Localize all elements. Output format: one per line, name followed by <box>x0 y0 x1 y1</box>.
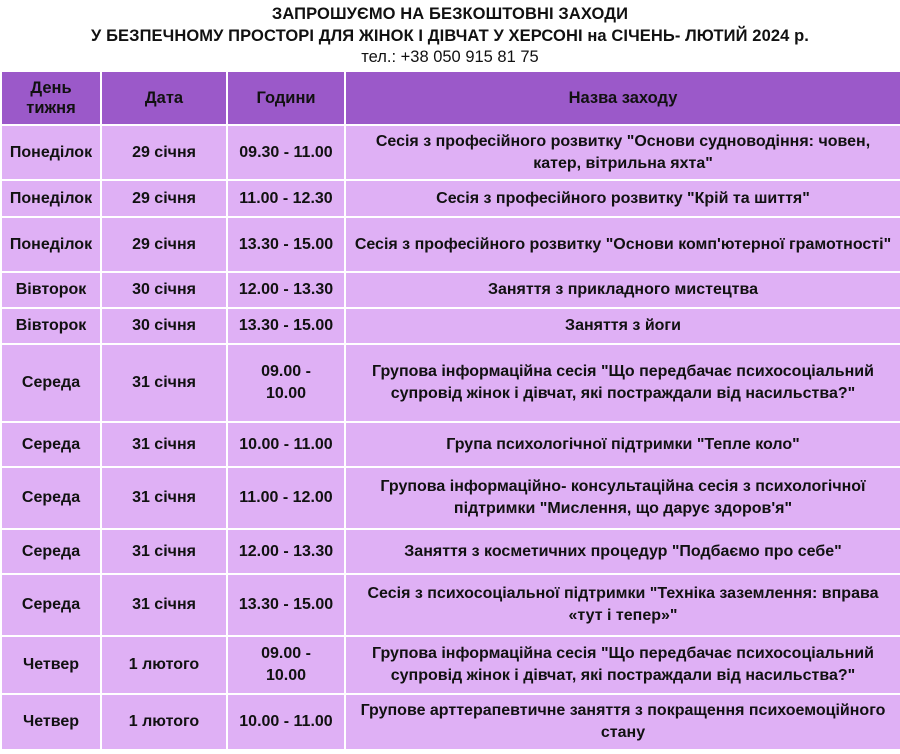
table-row <box>1 308 900 344</box>
cell-date: 30 січня <box>101 308 227 344</box>
cell-title: Заняття з косметичних процедур "Подбаємо про себе" <box>345 529 900 574</box>
table-row <box>1 217 900 272</box>
cell-title: Групове арттерапевтичне заняття з покращення психоемоційного стану <box>345 694 900 750</box>
cell-date: 31 січня <box>101 467 227 529</box>
cell-date: 31 січня <box>101 344 227 422</box>
cell-date: 29 січня <box>101 217 227 272</box>
cell-time: 12.00 - 13.30 <box>227 529 345 574</box>
cell-day: Середа <box>1 422 101 467</box>
table-row <box>1 636 900 694</box>
header-subtitle: У БЕЗПЕЧНОМУ ПРОСТОРІ ДЛЯ ЖІНОК І ДІВЧАТ У ХЕРСОНІ на СІЧЕНЬ- ЛЮТИЙ 2024 р. <box>91 27 809 45</box>
table-row <box>1 422 900 467</box>
cell-date: 1 лютого <box>101 636 227 694</box>
cell-date: 31 січня <box>101 574 227 636</box>
cell-title: Група психологічної підтримки "Тепле коло" <box>345 422 900 467</box>
cell-day: Вівторок <box>1 308 101 344</box>
table-row <box>1 694 900 750</box>
cell-day: Четвер <box>1 694 101 750</box>
cell-day: Понеділок <box>1 180 101 217</box>
cell-time: 10.00 - 11.00 <box>227 694 345 750</box>
cell-title: Сесія з професійного розвитку "Крій та шиття" <box>345 180 900 217</box>
cell-time: 10.00 - 11.00 <box>227 422 345 467</box>
cell-title: Заняття з йоги <box>345 308 900 344</box>
cell-title: Заняття з прикладного мистецтва <box>345 272 900 308</box>
cell-day: Середа <box>1 467 101 529</box>
schedule-table <box>0 70 900 751</box>
cell-day: Четвер <box>1 636 101 694</box>
page-header <box>0 0 900 70</box>
cell-day: Середа <box>1 344 101 422</box>
cell-time: 09.30 - 11.00 <box>227 125 345 180</box>
cell-day: Вівторок <box>1 272 101 308</box>
cell-time: 11.00 - 12.00 <box>227 467 345 529</box>
cell-title: Сесія з професійного розвитку "Основи комп'ютерної грамотності" <box>345 217 900 272</box>
cell-time: 09.00 - 10.00 <box>227 344 345 422</box>
cell-date: 1 лютого <box>101 694 227 750</box>
cell-title: Сесія з професійного розвитку "Основи судноводіння: човен, катер, вітрильна яхта" <box>345 125 900 180</box>
cell-day: Понеділок <box>1 217 101 272</box>
cell-date: 30 січня <box>101 272 227 308</box>
cell-title: Групова інформаційно- консультаційна сесія з психологічної підтримки "Мислення, що дарує здоров'я" <box>345 467 900 529</box>
table-row <box>1 344 900 422</box>
table-row <box>1 272 900 308</box>
column-header-date: Дата <box>101 71 227 125</box>
cell-time: 11.00 - 12.30 <box>227 180 345 217</box>
table-row <box>1 529 900 574</box>
cell-date: 29 січня <box>101 125 227 180</box>
cell-time: 13.30 - 15.00 <box>227 308 345 344</box>
cell-date: 29 січня <box>101 180 227 217</box>
header-phone: тел.: +38 050 915 81 75 <box>361 48 539 66</box>
table-row <box>1 574 900 636</box>
table-row <box>1 180 900 217</box>
cell-date: 31 січня <box>101 422 227 467</box>
cell-day: Понеділок <box>1 125 101 180</box>
column-header-time: Години <box>227 71 345 125</box>
cell-day: Середа <box>1 529 101 574</box>
table-header-row <box>1 71 900 125</box>
table-row <box>1 467 900 529</box>
table-row <box>1 125 900 180</box>
header-title: ЗАПРОШУЄМО НА БЕЗКОШТОВНІ ЗАХОДИ <box>271 5 629 23</box>
cell-time: 12.00 - 13.30 <box>227 272 345 308</box>
cell-time: 13.30 - 15.00 <box>227 217 345 272</box>
cell-title: Групова інформаційна сесія "Що передбачає психосоціальний супровід жінок і дівчат, які постраждали від насильства?" <box>345 636 900 694</box>
cell-date: 31 січня <box>101 529 227 574</box>
cell-title: Групова інформаційна сесія "Що передбачає психосоціальний супровід жінок і дівчат, які постраждали від насильства?" <box>345 344 900 422</box>
cell-day: Середа <box>1 574 101 636</box>
column-header-day: День тижня <box>1 71 101 125</box>
cell-time: 13.30 - 15.00 <box>227 574 345 636</box>
column-header-title: Назва заходу <box>345 71 900 125</box>
cell-title: Сесія з психосоціальної підтримки "Техніка заземлення: вправа «тут і тепер»" <box>345 574 900 636</box>
cell-time: 09.00 - 10.00 <box>227 636 345 694</box>
